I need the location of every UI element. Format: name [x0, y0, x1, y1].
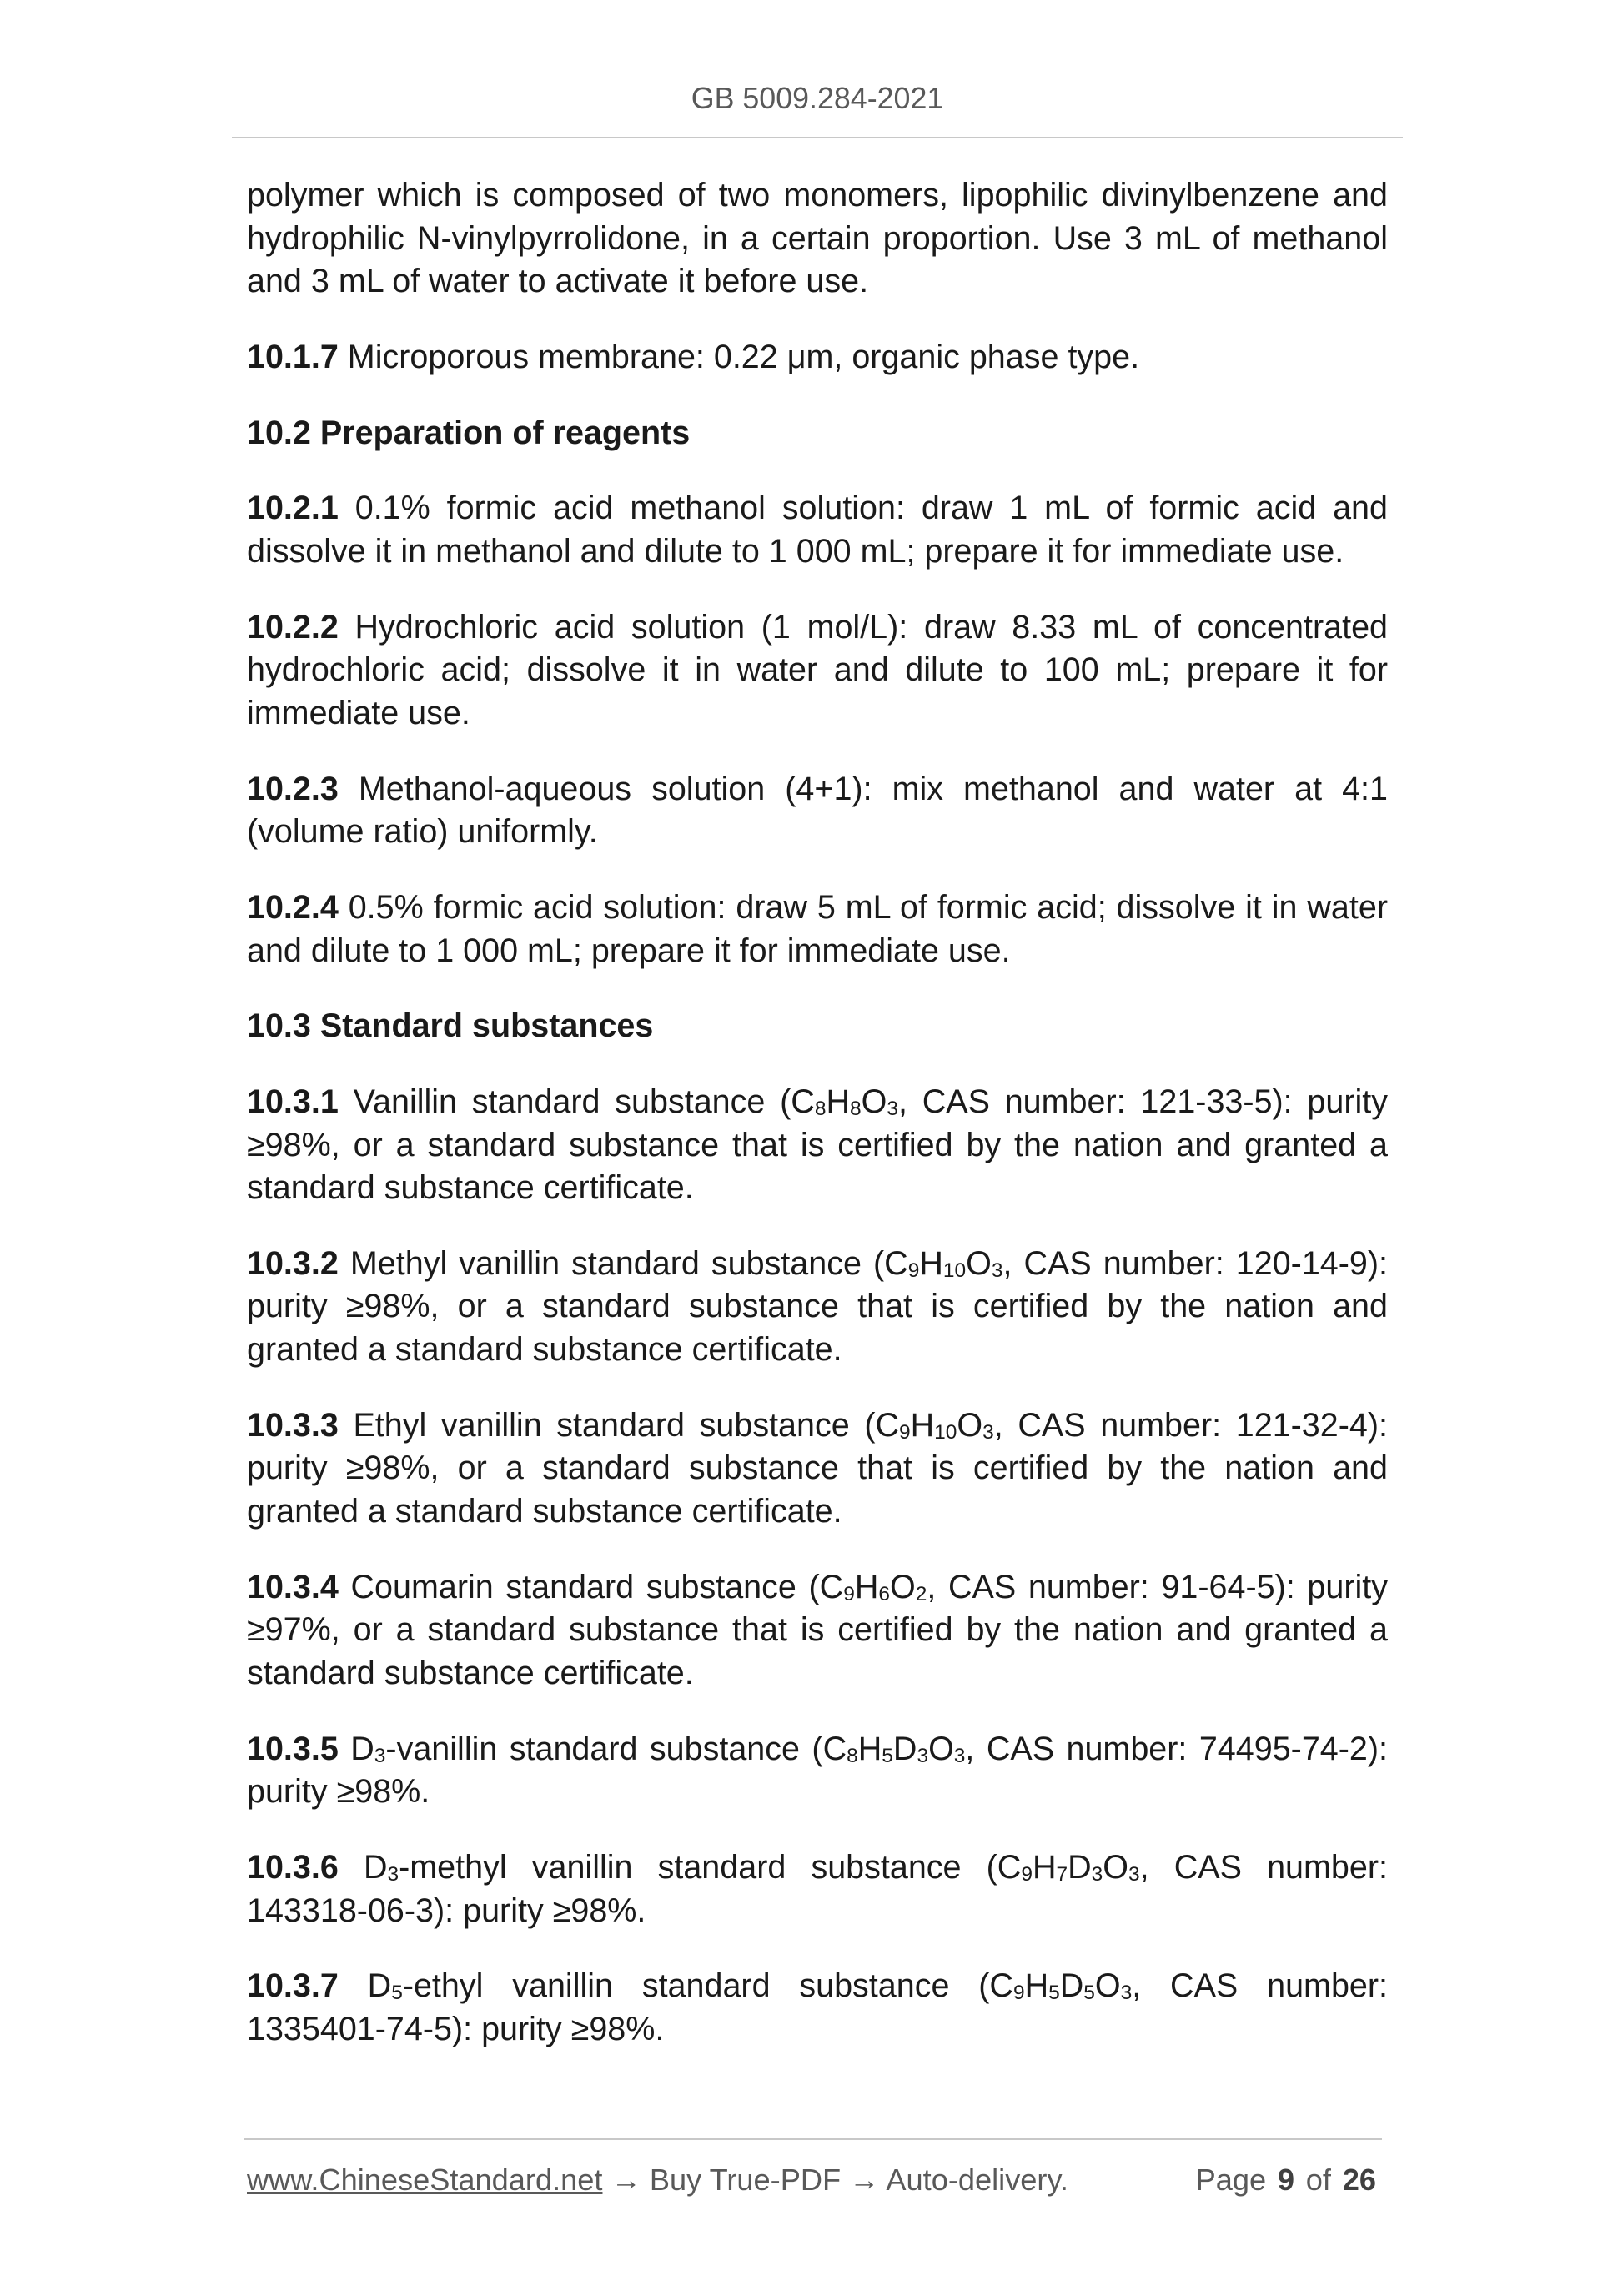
clause-text: -ethyl vanillin standard substance (C [402, 1967, 1013, 2005]
clause-text: D [338, 1967, 392, 2005]
subscript: 3 [887, 1097, 898, 1120]
clause-paragraph [247, 606, 1388, 736]
clause-text: , CAS number: 91-64-5): purity ≥97%, or a standard substance that is certified by the nation and granted a standard substance certificate. [247, 1568, 1388, 1692]
page-current: 9 [1277, 2163, 1295, 2197]
subscript: 3 [917, 1744, 929, 1767]
subscript: 6 [878, 1582, 890, 1605]
subscript: 3 [1128, 1862, 1140, 1886]
clause-number: 10.3.5 [247, 1730, 339, 1767]
clause-number: 10.1.7 [247, 338, 339, 375]
clause-number: 10.2.4 [247, 888, 339, 926]
subscript: 3 [374, 1744, 386, 1767]
subscript: 9 [899, 1420, 911, 1444]
clause-text: O [928, 1730, 954, 1767]
subscript: 5 [391, 1982, 403, 2005]
clause-text: O [861, 1083, 887, 1120]
clause-text: -vanillin standard substance (C [385, 1730, 847, 1767]
page-of-label: of [1305, 2163, 1331, 2197]
page-indicator [1196, 2162, 1376, 2198]
clause-number: 10.3.6 [247, 1849, 339, 1887]
clause-text: polymer which is composed of two monomers, lipophilic divinylbenzene and hydrophilic N-vinylpyrrolidone, in a certain proportion. Use 3 mL of methanol and 3 mL of water to activate it before use. [247, 177, 1388, 300]
clause-text: 0.1% formic acid methanol solution: draw 1 mL of formic acid and dissolve it in methanol and dilute to 1 000 mL; prepare it for immediate use. [247, 490, 1388, 570]
subscript: 5 [1083, 1982, 1095, 2005]
clause-text: H [1024, 1967, 1049, 2005]
clause-text: Ethyl vanillin standard substance (C [338, 1406, 900, 1444]
website-link[interactable]: www.ChineseStandard.net [247, 2163, 603, 2197]
clause-number: 10.3.7 [247, 1967, 339, 2005]
subscript: 2 [915, 1582, 927, 1605]
clause-text: Microporous membrane: 0.22 μm, organic phase type. [338, 338, 1140, 375]
header-divider [232, 137, 1403, 138]
running-header [232, 80, 1403, 117]
subscript: 9 [1012, 1982, 1025, 2005]
clause-text: D [1068, 1849, 1092, 1887]
page-footer [247, 2162, 1376, 2198]
section-heading: 10.2 Preparation of reagents [247, 414, 691, 451]
subscript: 3 [1120, 1982, 1133, 2005]
clause-number: 10.3.4 [247, 1568, 339, 1605]
subscript: 7 [1056, 1862, 1068, 1886]
clause-text: 0.5% formic acid solution: draw 5 mL of formic acid; dissolve it in water and dilute to 1 000 mL; prepare it for immediate use. [247, 888, 1388, 969]
clause-paragraph [247, 1728, 1388, 1814]
clause-paragraph [247, 487, 1388, 573]
section-heading: 10.3 Standard substances [247, 1007, 654, 1045]
subscript: 8 [849, 1097, 862, 1120]
clause-text: -methyl vanillin standard substance (C [399, 1849, 1022, 1887]
subscript: 3 [1091, 1862, 1103, 1886]
subscript: 3 [953, 1744, 966, 1767]
clause-paragraph [247, 1243, 1388, 1372]
page-label: Page [1195, 2163, 1267, 2197]
clause-number: 10.2.3 [247, 770, 339, 807]
clause-text: , CAS number: 120-14-9): purity ≥98%, or a standard substance that is certified by the nation and granted a standard substance certificate. [247, 1244, 1389, 1369]
clause-paragraph [247, 1965, 1388, 2051]
clause-text: D [338, 1849, 388, 1887]
clause-paragraph [247, 768, 1388, 854]
clause-text: H [857, 1730, 882, 1767]
subscript: 3 [991, 1259, 1003, 1282]
subscript: 8 [814, 1097, 827, 1120]
clause-number: 10.3.1 [247, 1083, 339, 1120]
subscript: 5 [882, 1744, 893, 1767]
clause-text: Hydrochloric acid solution (1 mol/L): draw 8.33 mL of concentrated hydrochloric acid; dissolve it in water and dilute to 100 mL; prepare it for immediate use. [247, 608, 1388, 731]
subscript: 3 [982, 1420, 994, 1444]
subscript: 9 [1021, 1862, 1033, 1886]
clause-text: , CAS number: 74495-74-2): purity ≥98%. [247, 1730, 1389, 1811]
page-total: 26 [1342, 2163, 1376, 2197]
subscript: 8 [847, 1744, 858, 1767]
clause-text: Methyl vanillin standard substance (C [338, 1244, 908, 1282]
clause-text: O [889, 1568, 916, 1605]
clause-text: H [919, 1244, 943, 1282]
subscript: 3 [387, 1862, 399, 1886]
clause-text: H [1032, 1849, 1057, 1887]
clause-text: Methanol-aqueous solution (4+1): mix methanol and water at 4:1 (volume ratio) uniformly. [247, 770, 1388, 851]
clause-paragraph [247, 1081, 1388, 1210]
clause-text: , CAS number: 121-32-4): purity ≥98%, or a standard substance that is certified by the nation and granted a standard substance certificate. [247, 1406, 1388, 1530]
footer-tagline: → Buy True-PDF → Auto-delivery. [611, 2163, 1068, 2197]
subscript: 9 [907, 1259, 920, 1282]
clause-paragraph [247, 336, 1388, 379]
subscript: 5 [1048, 1982, 1060, 2005]
clause-text: , CAS number: 121-33-5): purity ≥98%, or a standard substance that is certified by the nation and granted a standard substance certificate. [247, 1083, 1389, 1207]
clause-text: H [854, 1568, 879, 1605]
clause-text: O [1094, 1967, 1121, 2005]
clause-paragraph [247, 174, 1388, 304]
clause-paragraph [247, 1846, 1388, 1932]
clause-text: H [910, 1406, 935, 1444]
clause-text: Coumarin standard substance (C [338, 1568, 844, 1605]
clause-number: 10.2.2 [247, 608, 339, 646]
clause-text: D [1059, 1967, 1084, 2005]
clause-number: 10.2.1 [247, 490, 339, 527]
standard-number: GB 5009.284-2021 [691, 82, 944, 115]
subscript: 9 [843, 1582, 855, 1605]
clause-paragraph [247, 1566, 1388, 1696]
clause-text: H [826, 1083, 850, 1120]
clause-text: O [966, 1244, 992, 1282]
subscript: 10 [942, 1259, 967, 1282]
document-body [247, 174, 1388, 2084]
clause-paragraph [247, 887, 1388, 972]
clause-paragraph [247, 1404, 1388, 1534]
clause-text: D [892, 1730, 917, 1767]
clause-text: O [1103, 1849, 1129, 1887]
clause-text: O [957, 1406, 983, 1444]
clause-text: D [338, 1730, 374, 1767]
clause-text: Vanillin standard substance (C [338, 1083, 815, 1120]
clause-text: , CAS number: 143318-06-3): purity ≥98%. [247, 1849, 1388, 1929]
clause-number: 10.3.2 [247, 1244, 339, 1282]
clause-number: 10.3.3 [247, 1406, 339, 1444]
subscript: 10 [934, 1420, 957, 1444]
footer-left [247, 2162, 1068, 2198]
clause-text: , CAS number: 1335401-74-5): purity ≥98%. [247, 1967, 1389, 2047]
footer-divider [244, 2138, 1382, 2140]
